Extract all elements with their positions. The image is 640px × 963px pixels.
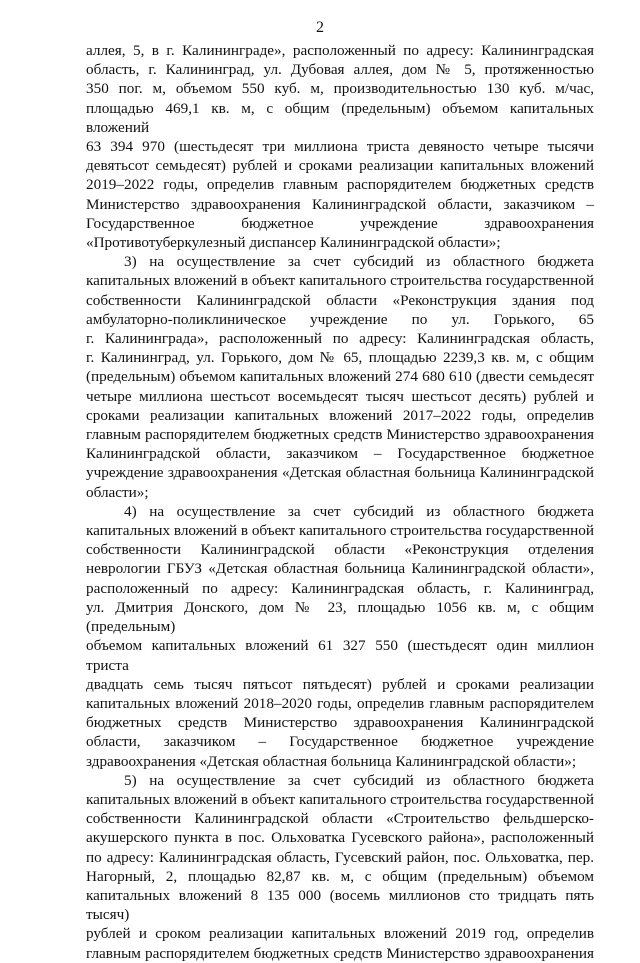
text-line: «Противотуберкулезный диспансер Калининградской области»;	[86, 234, 501, 252]
text-line: Министерство здравоохранения Калининградской области, заказчиком –	[86, 195, 594, 213]
text-line: капитальных вложений в объект капитального строительства государственной	[86, 790, 594, 808]
text-line: Калининградской области, заказчиком – Государственное бюджетное	[86, 445, 594, 463]
text-line: ул. Дмитрия Донского, дом № 23, площадью 1056 кв. м, с общим (предельным)	[86, 598, 594, 636]
text-line: главным распорядителем бюджетных средств Министерство здравоохранения	[86, 426, 594, 444]
text-line: 3) на осуществление за счет субсидий из областного бюджета	[124, 253, 594, 271]
text-line: 2019–2022 годы, определив главным распорядителем бюджетных средств	[86, 176, 594, 194]
text-line: капитальных вложений в объект капитального строительства государственной	[86, 522, 594, 540]
text-line: области»;	[86, 483, 149, 501]
text-line: Государственное бюджетное учреждение здравоохранения	[86, 214, 594, 232]
text-line: главным распорядителем бюджетных средств Министерство здравоохранения	[86, 944, 594, 962]
text-line: область, г. Калининград, ул. Дубовая аллея, дом № 5, протяженностью	[86, 61, 594, 79]
text-line: четыре миллиона шестьсот восемьдесят тысяч шестьсот десять) рублей и	[86, 387, 594, 405]
text-line: сроками реализации капитальных вложений 2017–2022 годы, определив	[86, 406, 594, 424]
text-line: аллея, 5, в г. Калининграде», расположенный по адресу: Калининградская	[86, 42, 594, 59]
text-line: неврологии ГБУЗ «Детская областная больница Калининградской области»,	[86, 560, 594, 578]
text-line: здравоохранения «Детская областная больница Калининградской области»;	[86, 752, 577, 770]
text-line: собственности Калининградской области «Реконструкция здания под	[86, 291, 594, 309]
text-line: двадцать семь тысяч пятьсот пятьдесят) рублей и сроками реализации	[86, 675, 594, 693]
text-line: 4) на осуществление за счет субсидий из областного бюджета	[124, 502, 594, 520]
text-line: амбулаторно-поликлиническое учреждение по ул. Горького, 65	[86, 310, 594, 328]
text-line: площадью 469,1 кв. м, с общим (предельным) объемом капитальных вложений	[86, 99, 594, 136]
text-line: по адресу: Калининградская область, Гусевский район, пос. Ольховатка, пер.	[86, 848, 594, 866]
text-line: объемом капитальных вложений 61 327 550 (шестьдесят один миллион триста	[86, 637, 594, 674]
text-line: бюджетных средств Министерство здравоохранения Калининградской	[86, 714, 594, 732]
text-line: г. Калининград, ул. Горького, дом № 65, площадью 2239,3 кв. м, с общим	[86, 349, 594, 367]
text-line: акушерского пункта в пос. Ольховатка Гусевского района», расположенный	[86, 829, 594, 847]
text-line: расположенный по адресу: Калининградская область, г. Калининград,	[86, 579, 594, 597]
document-body	[86, 41, 594, 963]
text-line: 63 394 970 (шестьдесят три миллиона триста девяносто четыре тысячи	[86, 138, 594, 156]
text-line: 5) на осуществление за счет субсидий из областного бюджета	[124, 771, 594, 789]
text-line: собственности Калининградской области «Реконструкция отделения	[86, 541, 594, 559]
text-line: (предельным) объемом капитальных вложений 274 680 610 (двести семьдесят	[86, 368, 594, 386]
text-line: девятьсот семьдесят) рублей и сроками реализации капитальных вложений	[86, 157, 594, 175]
page-number: 2	[316, 19, 324, 36]
text-line: г. Калининграда», расположенный по адресу: Калининградская область,	[86, 330, 594, 348]
text-line: капитальных вложений 8 135 000 (восемь миллионов сто тридцать пять тысяч)	[86, 886, 594, 924]
text-line: 350 пог. м, объемом 550 куб. м, производительностью 130 куб. м/час,	[86, 80, 594, 98]
text-line: Нагорный, 2, площадью 82,87 кв. м, с общим (предельным) объемом	[86, 867, 594, 885]
text-line: области, заказчиком – Государственное бюджетное учреждение	[86, 733, 594, 751]
text-line: учреждение здравоохранения «Детская областная больница Калининградской	[86, 464, 594, 482]
text-line: собственности Калининградской области «Строительство фельдшерско-	[86, 810, 594, 828]
text-line: рублей и сроком реализации капитальных вложений 2019 год, определив	[86, 925, 594, 943]
text-line: капитальных вложений в объект капитального строительства государственной	[86, 272, 594, 290]
text-line: капитальных вложений 2018–2020 годы, определив главным распорядителем	[86, 694, 594, 712]
